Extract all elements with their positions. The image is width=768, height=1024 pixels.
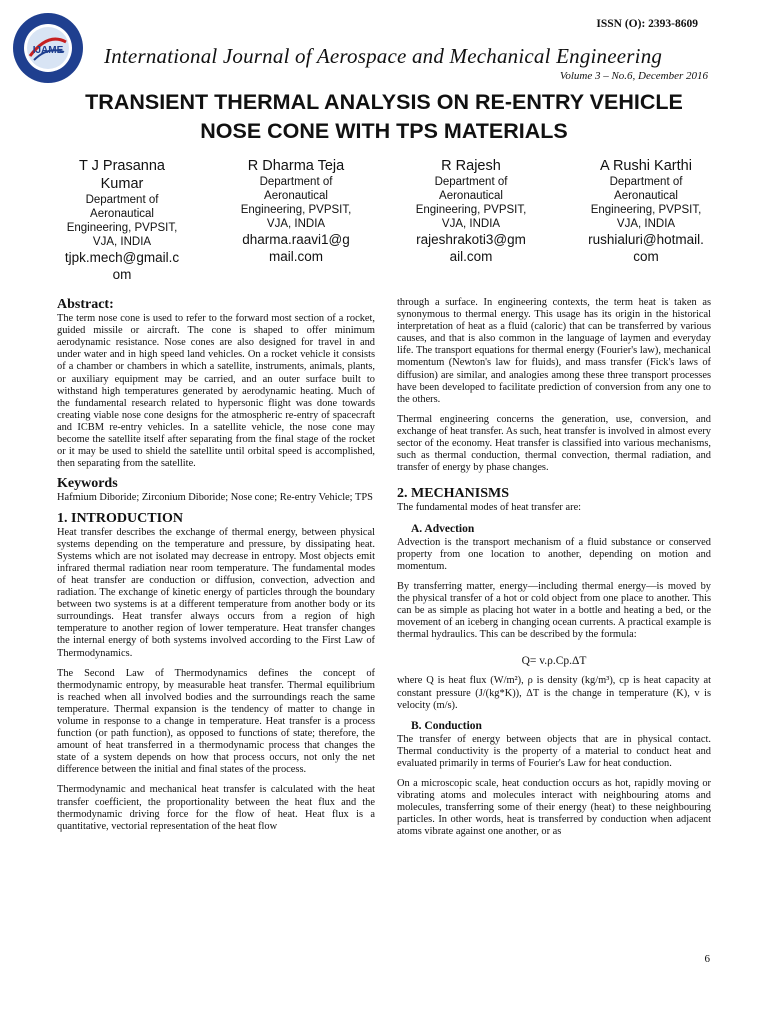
- volume-info: Volume 3 – No.6, December 2016: [559, 70, 708, 82]
- author-email: rajeshrakoti3@gm ail.com: [416, 232, 526, 264]
- journal-logo: [12, 12, 84, 84]
- right-column: [397, 297, 711, 847]
- heat-flux-formula: Q= v.ρ.Cp.ΔT: [521, 655, 587, 668]
- author-email: tjpk.mech@gmail.c om: [64, 250, 180, 282]
- introduction-heading: 1. INTRODUCTION: [57, 510, 184, 526]
- right-paragraph-1: through a surface. In engineering contexts, the term heat is taken as synonymous to thermal energy. This usage has its origin in the historical interpretation of heat as a fluid (caloric) that can be transferred by various causes, and that is also common in the language of laymen and everyday life. The transport equations for thermal energy (Fourier's law), mechanical momentum (Newton's law for fluids), and mass transfer (Fick's laws of diffusion) are similar, and analogies among these three transport processes have been developed to facilitate prediction of conversion from any one to the others.: [397, 297, 711, 405]
- keywords-text: Hafmium Diboride; Zirconium Diboride; Nose cone; Re-entry Vehicle; TPS: [57, 492, 373, 504]
- issn: ISSN (O): 2393-8609: [596, 18, 698, 30]
- left-column: [57, 297, 375, 841]
- author-name: T J Prasanna Kumar: [79, 158, 165, 192]
- conduction-heading: B. Conduction: [411, 719, 482, 732]
- conduction-paragraph-1: The transfer of energy between objects that are in physical contact. Thermal conductivity is the property of a material to conduct heat and evaluated primarily in terms of Fourier's Law for heat conduction.: [397, 733, 711, 769]
- conduction-paragraph-2: On a microscopic scale, heat conduction occurs as hot, rapidly moving or vibrating atoms and molecules interact with neighbouring atoms and molecules, transferring some of their energy (heat) to these neighbouring particles. In other words, heat is transferred by conduction when adjacent atoms vibrate against one another, or as: [397, 778, 711, 838]
- page-number: 6: [704, 953, 710, 965]
- author-email: rushialuri@hotmail. com: [588, 232, 704, 264]
- keywords-heading: Keywords: [57, 476, 118, 492]
- author-affiliation: Department of Aeronautical Engineering, PVPSIT, VJA, INDIA: [590, 176, 702, 230]
- abstract-text: The term nose cone is used to refer to the forward most section of a rocket, guided missile or aircraft. The cone is shaped to offer minimum aerodynamic resistance. Nose cones are also designed for travel in and under water and in high speed land vehicles. On a rocket vehicle it consists of a chamber or chambers in which a satellite, instruments, animals, plants, or auxiliary equipment may be carried, and an outer surface built to withstand high temperatures generated by aerodynamic heating. Much of the fundamental research related to hypersonic flight was done towards creating viable nose cone designs for the atmospheric re-entry of spacecraft and ICBM re-entry vehicles. In a satellite vehicle, the nose cone may become the satellite itself after separating from the final stage of the rocket or it may be used to shield the satellite until orbital speed is accomplished, then separating from the satellite.: [57, 313, 375, 470]
- abstract-heading: Abstract:: [57, 297, 114, 312]
- mechanisms-intro: The fundamental modes of heat transfer are:: [397, 502, 582, 514]
- right-paragraph-2: Thermal engineering concerns the generation, use, conversion, and exchange of heat transfer. As such, heat transfer is involved in almost every sector of the economy. Heat transfer is classified into various mechanisms, such as thermal conduction, thermal convection, thermal radiation, and transfer of energy by phase changes.: [397, 413, 711, 474]
- author-affiliation: Department of Aeronautical Engineering, PVPSIT, VJA, INDIA: [415, 176, 527, 230]
- author-email: dharma.raavi1@g mail.com: [242, 232, 350, 264]
- journal-name: International Journal of Aerospace and Mechanical Engineering: [104, 44, 663, 68]
- author-4: [572, 157, 720, 265]
- title-line-2: NOSE CONE WITH TPS MATERIALS: [200, 119, 568, 143]
- advection-paragraph-1: Advection is the transport mechanism of a fluid substance or conserved property from one location to another, depending on motion and momentum.: [397, 536, 711, 572]
- advection-heading: A. Advection: [411, 522, 475, 535]
- intro-paragraph-1: Heat transfer describes the exchange of thermal energy, between physical systems depending on the temperature and pressure, by dissipating heat. Systems which are not isolated may decrease in entropy. Most objects emit infrared thermal radiation near room temperature. The fundamental modes of heat transfer are conduction or diffusion, convection, advection and radiation. The exchange of kinetic energy of particles through the boundary between two systems is at a different temperature from another body or its surroundings. Heat transfer always occurs from a region of high temperature to another region of lower temperature. Heat transfer changes the internal energy of both systems involved according to the First Law of Thermodynamics.: [57, 526, 375, 659]
- author-name: R Dharma Teja: [247, 158, 345, 174]
- author-name: A Rushi Karthi: [600, 158, 692, 174]
- advection-paragraph-2: By transferring matter, energy—including thermal energy—is moved by the physical transfer of a hot or cold object from one place to another. This can be as simple as placing hot water in a bottle and heating a bed, or the movement of an iceberg in changing ocean currents. A practical example is thermal hydraulics. This can be described by the formula:: [397, 580, 711, 641]
- author-2: [222, 157, 370, 265]
- author-name: R Rajesh: [441, 158, 501, 174]
- title-line-1: TRANSIENT THERMAL ANALYSIS ON RE-ENTRY VEHICLE: [85, 90, 683, 114]
- mechanisms-heading: 2. MECHANISMS: [397, 486, 510, 502]
- paper-title: [0, 88, 768, 146]
- logo-text: IJAME: [32, 45, 64, 56]
- author-3: [397, 157, 545, 265]
- author-affiliation: Department of Aeronautical Engineering, PVPSIT, VJA, INDIA: [66, 194, 178, 248]
- formula-description: where Q is heat flux (W/m²), ρ is density (kg/m³), cp is heat capacity at constant pressure (J/(kg*K)), ΔT is the change in temperature (K), v is velocity (m/s).: [397, 675, 711, 711]
- author-affiliation: Department of Aeronautical Engineering, PVPSIT, VJA, INDIA: [240, 176, 352, 230]
- author-1: [48, 157, 196, 283]
- intro-paragraph-2: The Second Law of Thermodynamics defines the concept of thermodynamic entropy, by measurable heat transfer. Thermal equilibrium is reached when all involved bodies and the surroundings reach the same temperature. Thermal expansion is the tendency of matter to change in volume in response to a change in temperature. Heat transfer is a process function (or path function), as opposed to functions of state; therefore, the amount of heat transferred in a thermodynamic process that changes the state of a system depends on how that process occurs, not only the net difference between the initial and final states of the process.: [57, 667, 375, 776]
- intro-paragraph-3: Thermodynamic and mechanical heat transfer is calculated with the heat transfer coefficient, the proportionality between the heat flux and the thermodynamic driving force for the flow of heat. Heat flux is a quantitative, vectorial representation of the heat flow: [57, 784, 375, 832]
